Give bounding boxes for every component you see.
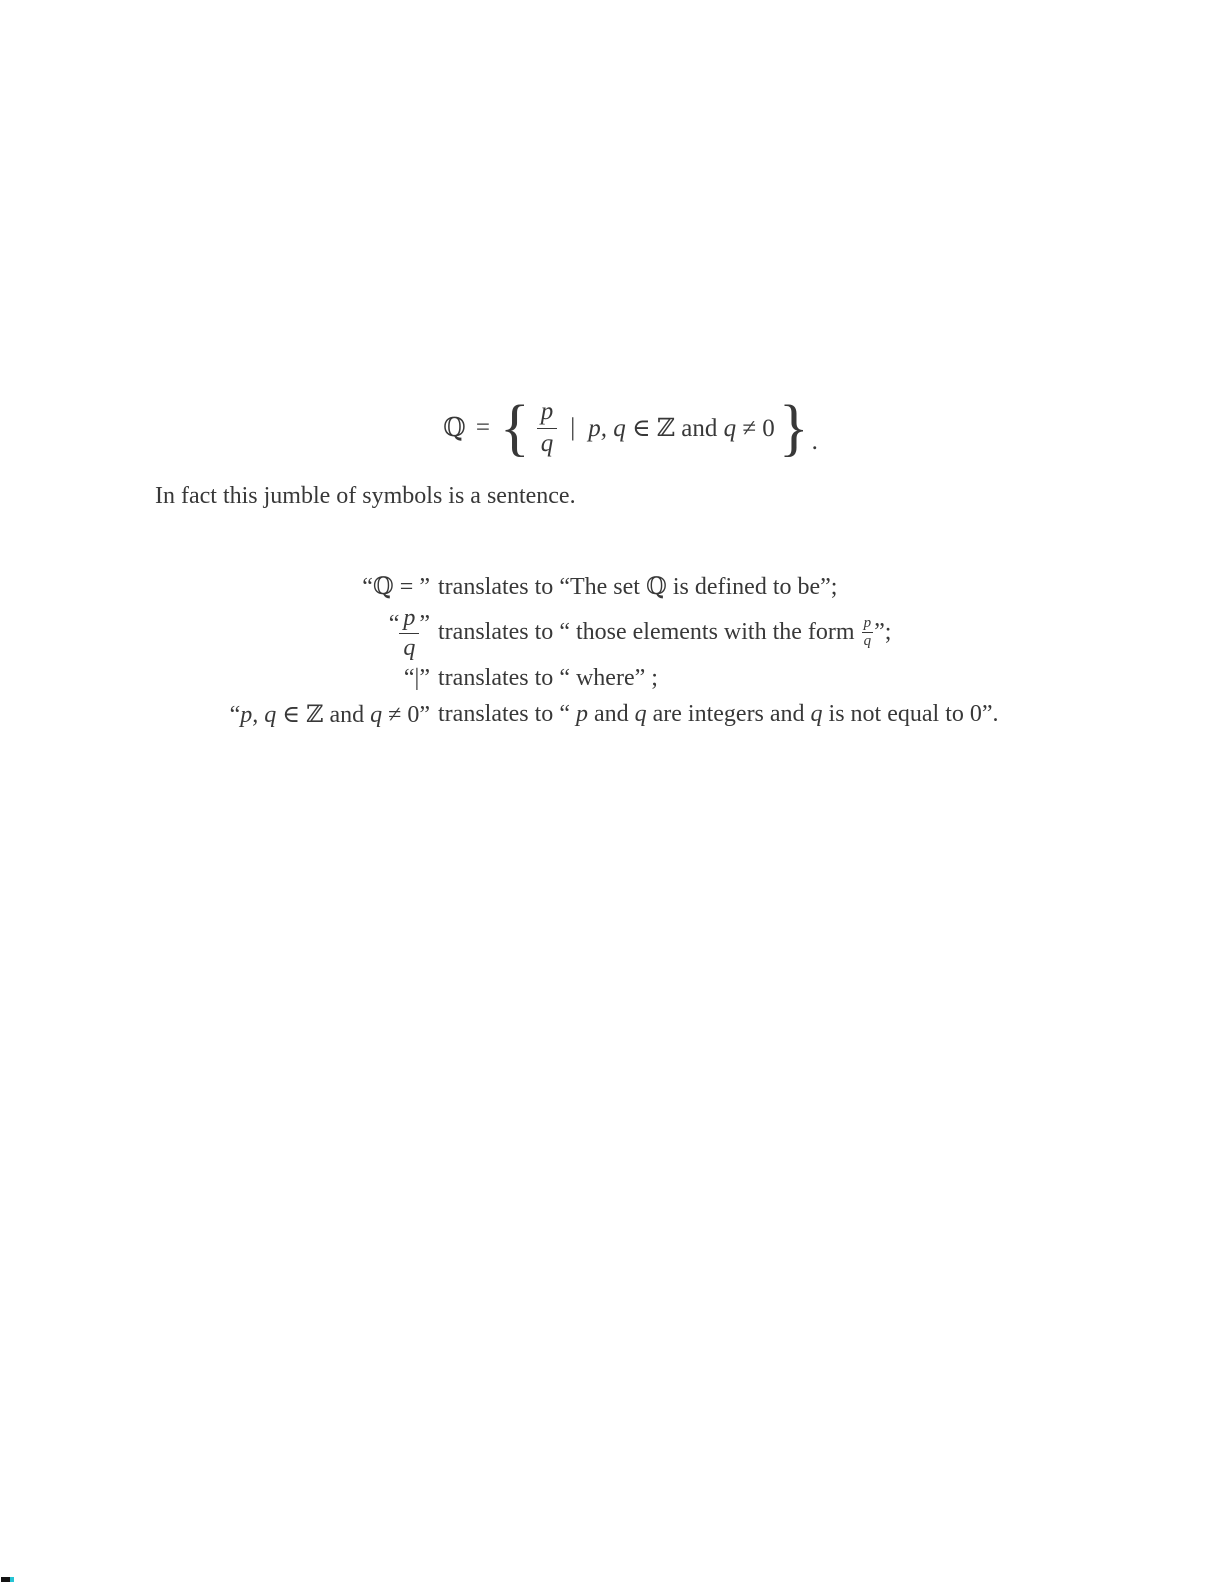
not-equal-zero: ≠ 0 (736, 415, 775, 442)
such-that-bar: | (570, 414, 576, 441)
meaning-open-row4: “ (559, 700, 576, 727)
condition-q-copy: q (370, 701, 383, 728)
rationals-symbol: ℚ (443, 413, 466, 442)
meaning-end-row2: ”; (874, 619, 892, 646)
and-word-copy: and (323, 701, 371, 728)
not-equal-zero-copy: ≠ 0 (382, 701, 420, 728)
meaning-fraction-denominator: q (863, 633, 872, 649)
translation-row-fraction (0, 605, 999, 662)
integers-symbol: ℤ (656, 415, 675, 442)
meaning-text-row3: “ where” ; (559, 665, 658, 691)
condition-q: q (723, 415, 737, 442)
fraction-numerator: p (537, 399, 558, 428)
scan-artifact (1, 1577, 14, 1582)
meaning-fraction-numerator: p (863, 615, 872, 631)
verb-translates-to: translates to (438, 665, 554, 691)
verb-translates-to: translates to (438, 619, 554, 646)
symbol-q-equals: “ℚ = ” (362, 574, 430, 600)
open-quote-row4: “ (229, 701, 241, 728)
condition-p-q: p, q (588, 415, 626, 442)
verb-translates-to: translates to (438, 700, 554, 727)
paragraph-text: In fact this jumble of symbols is a sentence. (155, 483, 576, 509)
lhs-fraction (399, 606, 419, 661)
equals-sign: = (475, 414, 490, 441)
fraction-denominator: q (540, 429, 554, 457)
meaning-p-row4: p (575, 700, 588, 727)
meaning-end-row4: is not equal to 0”. (822, 700, 999, 727)
meaning-mid-row4: are integers and (646, 700, 811, 727)
symbol-bar: “|” (403, 665, 430, 691)
meaning-text-row2: “ those elements with the form (559, 619, 855, 646)
meaning-q2-row4: q (810, 700, 823, 727)
and-word: and (674, 415, 724, 442)
meaning-inline-fraction (862, 616, 874, 649)
set-condition (588, 413, 775, 443)
open-quote-row2: “ (388, 611, 400, 638)
meaning-q1-row4: q (634, 700, 647, 727)
meaning-bar (430, 662, 999, 695)
symbol-condition (0, 695, 430, 733)
integers-symbol-copy: ℤ (305, 701, 324, 728)
translation-row-condition (0, 695, 999, 733)
close-brace: } (778, 392, 809, 464)
condition-p-q-copy: p, q (240, 701, 277, 728)
element-of-symbol-copy: ∈ (276, 701, 306, 728)
translation-row-bar (0, 662, 999, 695)
translation-row-q-equals (0, 568, 999, 605)
meaning-text-row1: “The set ℚ is defined to be”; (559, 574, 838, 600)
display-equation (18, 390, 1225, 466)
meaning-q-equals (430, 568, 999, 605)
open-brace: { (499, 392, 530, 464)
lhs-fraction-denominator: q (403, 635, 416, 661)
element-of-symbol: ∈ (625, 415, 657, 442)
close-quote-row4: ” (419, 701, 430, 728)
symbol-fraction (0, 605, 430, 662)
meaning-condition (430, 695, 999, 733)
lhs-fraction-numerator: p (399, 606, 419, 634)
fraction-p-over-q (537, 399, 558, 457)
equation-period: . (811, 428, 818, 455)
translation-table (0, 568, 999, 733)
scan-artifact-tint (10, 1577, 14, 1582)
close-quote-row2: ” (419, 611, 430, 638)
verb-translates-to: translates to (438, 574, 554, 600)
meaning-fraction (430, 605, 999, 662)
meaning-and-row4: and (587, 700, 635, 727)
